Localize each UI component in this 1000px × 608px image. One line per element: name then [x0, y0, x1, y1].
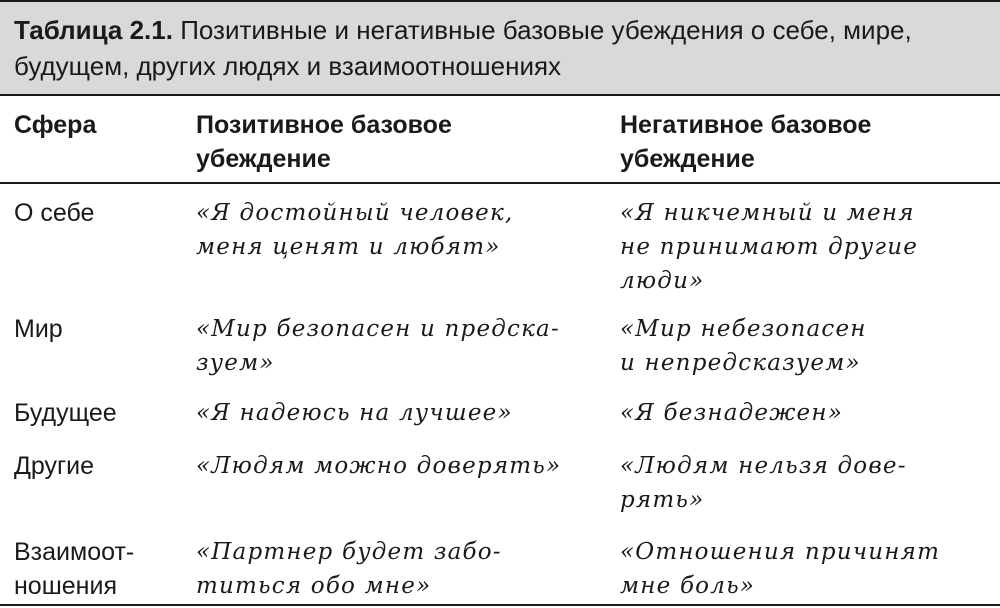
row-positive: «Людям можно доверять» [196, 453, 562, 479]
row-negative: «Я безнадежен» [620, 400, 843, 426]
row-positive: «Мир безопасен и предска- зуем» [196, 316, 560, 376]
row-sphere: Будущее [14, 399, 117, 427]
row-negative: «Я никчемный и меня не принимают другие люди» [620, 200, 919, 294]
table-bottom-rule [0, 604, 1000, 606]
caption-text: Позитивные и негативные базовые убеждения о себе, мире, [172, 15, 912, 45]
row-sphere: Взаимоот- ношения [14, 538, 135, 600]
row-sphere: Другие [14, 452, 95, 480]
row-positive: «Я надеюсь на лучшее» [196, 400, 513, 426]
header-positive: Позитивное базовое убеждение [196, 111, 452, 173]
row-positive: «Партнер будет забо- титься обо мне» [196, 539, 502, 599]
caption-label: Таблица 2.1. [14, 15, 173, 45]
header-negative: Негативное базовое убеждение [620, 111, 872, 173]
row-negative: «Людям нельзя дове- рять» [620, 453, 907, 513]
row-negative: «Мир небезопасен и непредсказуем» [620, 316, 867, 376]
header-sphere: Сфера [14, 111, 97, 139]
row-sphere: О себе [14, 199, 95, 227]
table-header [0, 96, 1000, 184]
row-positive: «Я достойный человек, меня ценят и любят» [196, 200, 514, 260]
table-caption [0, 0, 1000, 96]
caption-text-line2: будущем, других людях и взаимоотношениях [14, 51, 562, 81]
row-negative: «Отношения причинят мне боль» [620, 539, 941, 599]
row-sphere: Мир [14, 315, 63, 343]
